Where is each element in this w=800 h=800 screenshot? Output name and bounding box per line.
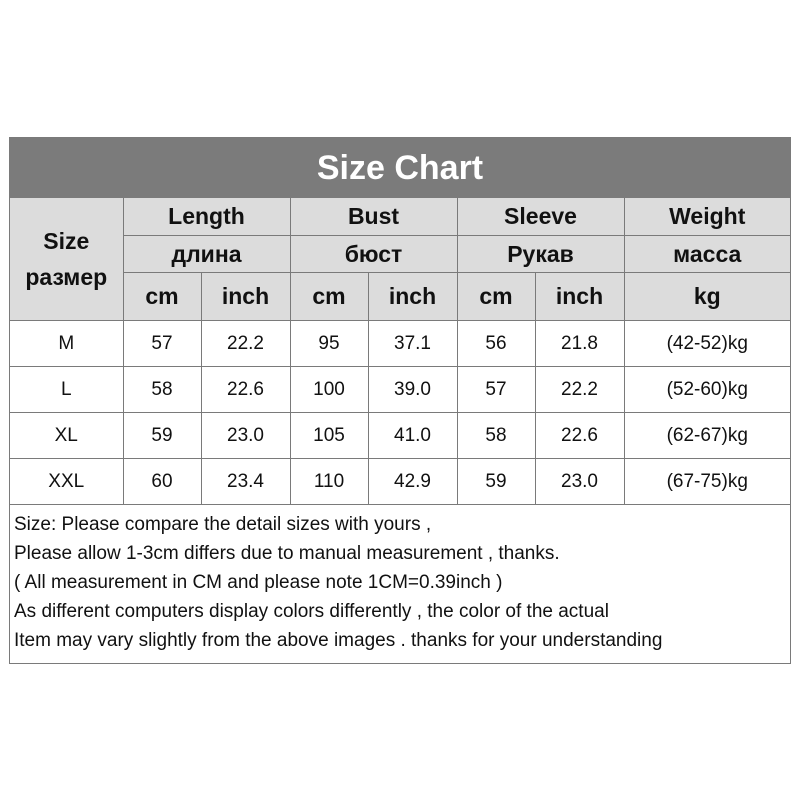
weight-cell: (62-67)kg	[624, 413, 790, 459]
note-line: Size: Please compare the detail sizes with yours ,	[14, 514, 432, 535]
sleeve-header-en: Sleeve	[457, 198, 624, 236]
weight-unit-kg: kg	[624, 273, 790, 321]
weight-cell: (67-75)kg	[624, 459, 790, 505]
size-header-en: Size	[43, 228, 90, 254]
header-row-ru	[10, 236, 790, 273]
sleeve-unit-inch: inch	[535, 273, 624, 321]
size-header-ru: размер	[25, 264, 108, 290]
size-cell: XXL	[10, 459, 123, 505]
size-table	[10, 198, 790, 505]
note-line: Item may vary slightly from the above images . thanks for your understanding	[14, 630, 663, 651]
sleeve-cm-cell: 58	[457, 413, 535, 459]
sleeve-unit-cm: cm	[457, 273, 535, 321]
bust-inch-cell: 41.0	[368, 413, 457, 459]
header-row-en	[10, 198, 790, 236]
length-inch-cell: 22.2	[201, 321, 290, 367]
length-header-ru: длина	[123, 236, 290, 273]
sleeve-inch-cell: 22.6	[535, 413, 624, 459]
size-cell: XL	[10, 413, 123, 459]
sleeve-cm-cell: 59	[457, 459, 535, 505]
table-row	[10, 413, 790, 459]
length-unit-cm: cm	[123, 273, 201, 321]
bust-cm-cell: 105	[290, 413, 368, 459]
size-notes	[10, 504, 790, 655]
note-line: ( All measurement in CM and please note 1CM=0.39inch )	[14, 572, 503, 593]
bust-unit-cm: cm	[290, 273, 368, 321]
bust-cm-cell: 95	[290, 321, 368, 367]
sleeve-inch-cell: 22.2	[535, 367, 624, 413]
size-cell: M	[10, 321, 123, 367]
bust-header-en: Bust	[290, 198, 457, 236]
size-chart	[9, 137, 791, 664]
length-cm-cell: 57	[123, 321, 201, 367]
bust-inch-cell: 39.0	[368, 367, 457, 413]
weight-header-en: Weight	[624, 198, 790, 236]
sleeve-inch-cell: 23.0	[535, 459, 624, 505]
weight-cell: (42-52)kg	[624, 321, 790, 367]
length-inch-cell: 23.4	[201, 459, 290, 505]
length-cm-cell: 59	[123, 413, 201, 459]
length-header-en: Length	[123, 198, 290, 236]
table-row	[10, 321, 790, 367]
size-header-cell	[10, 198, 123, 321]
length-cm-cell: 60	[123, 459, 201, 505]
note-line: Please allow 1-3cm differs due to manual measurement , thanks.	[14, 543, 560, 564]
sleeve-header-ru: Рукав	[457, 236, 624, 273]
size-cell: L	[10, 367, 123, 413]
table-row	[10, 459, 790, 505]
length-unit-inch: inch	[201, 273, 290, 321]
chart-title: Size Chart	[10, 138, 790, 198]
table-row	[10, 367, 790, 413]
bust-inch-cell: 42.9	[368, 459, 457, 505]
bust-header-ru: бюст	[290, 236, 457, 273]
length-cm-cell: 58	[123, 367, 201, 413]
sleeve-cm-cell: 56	[457, 321, 535, 367]
weight-header-ru: масса	[624, 236, 790, 273]
sleeve-cm-cell: 57	[457, 367, 535, 413]
note-line: As different computers display colors differently , the color of the actual	[14, 601, 609, 622]
length-inch-cell: 23.0	[201, 413, 290, 459]
bust-unit-inch: inch	[368, 273, 457, 321]
header-row-units	[10, 273, 790, 321]
sleeve-inch-cell: 21.8	[535, 321, 624, 367]
bust-cm-cell: 100	[290, 367, 368, 413]
bust-inch-cell: 37.1	[368, 321, 457, 367]
bust-cm-cell: 110	[290, 459, 368, 505]
length-inch-cell: 22.6	[201, 367, 290, 413]
weight-cell: (52-60)kg	[624, 367, 790, 413]
